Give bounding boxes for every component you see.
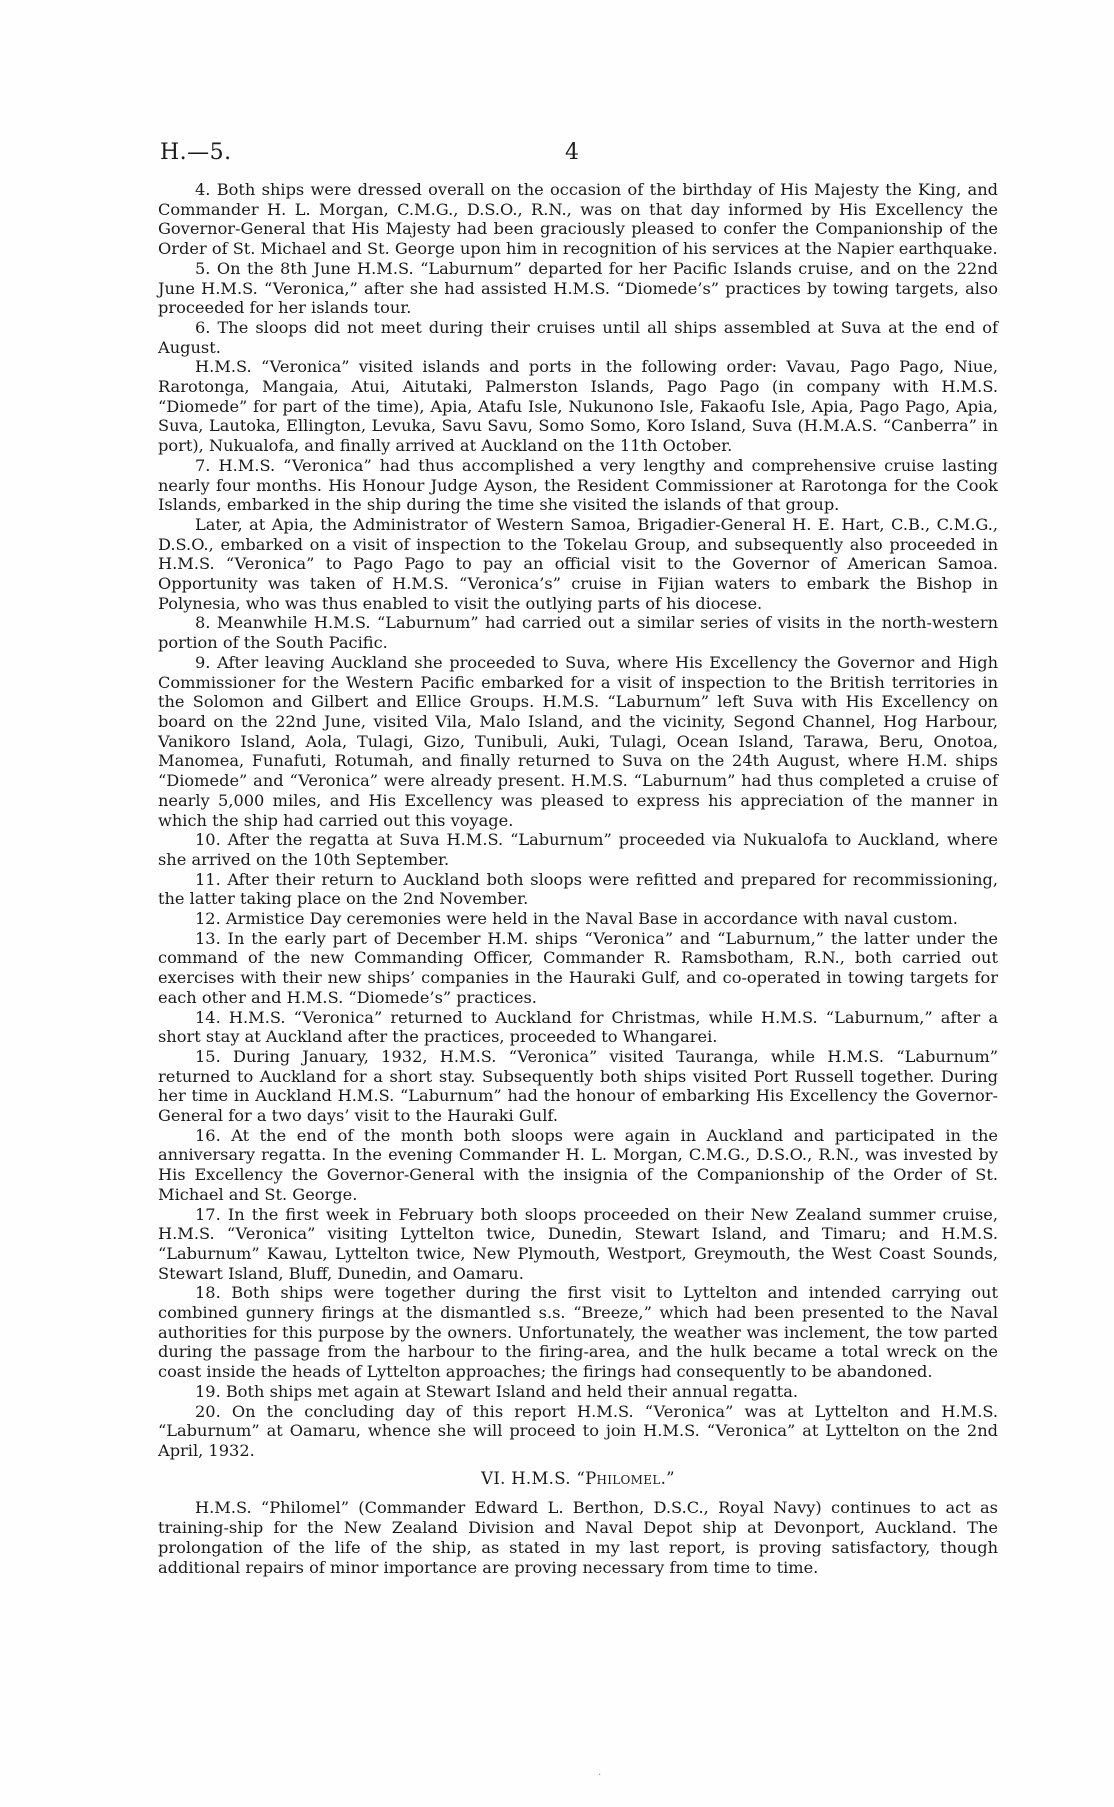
paragraph-apia-visit: Later, at Apia, the Administrator of Western Samoa, Brigadier-General H. E. Hart, C.B., C.M.G., D.S.O., embarked on a visit of inspection to the Tokelau Group, and subsequently also proceeded in H.M.S. “Veronica” to Pago Pago to pay an official visit to the Governor of American Samoa. Opportunity was taken of H.M.S. “Veronica’s” cruise in Fijian waters to embark the Bishop in Polynesia, who was thus enabled to visit the outlying parts of his diocese. bbox=[158, 514, 998, 613]
section-heading-prefix: VI. H.M.S. “ bbox=[481, 1468, 586, 1488]
page-number: 4 bbox=[565, 140, 579, 165]
section-heading-suffix: .” bbox=[660, 1468, 675, 1488]
paragraph-13: 13. In the early part of December H.M. ships “Veronica” and “Laburnum,” the latter under the command of the new Commanding Officer, Commander R. Ramsbotham, R.N., both carried out exercises with their new ships’ companies in the Hauraki Gulf, and co-operated in towing targets for each other and H.M.S. “Diomede’s” practices. bbox=[158, 928, 998, 1007]
paragraph-9: 9. After leaving Auckland she proceeded to Suva, where His Excellency the Governor and High Commissioner for the Western Pacific embarked for a visit of inspection to the British territories in the Solomon and Gilbert and Ellice Groups. H.M.S. “Laburnum” left Suva with His Excellency on board on the 22nd June, visited Vila, Malo Island, and the vicinity, Segond Channel, Hog Harbour, Vanikoro Island, Aola, Tulagi, Gizo, Tunibuli, Auki, Tulagi, Ocean Island, Tarawa, Beru, Onotoa, Manomea, Funafuti, Rotumah, and finally returned to Suva on the 24th August, where H.M. ships “Diomede” and “Veronica” were already present. H.M.S. “Laburnum” had thus completed a cruise of nearly 5,000 miles, and His Excellency was pleased to express his appreciation of the manner in which the ship had carried out this voyage. bbox=[158, 652, 998, 830]
document-body bbox=[158, 180, 998, 1577]
paragraph-11: 11. After their return to Auckland both sloops were refitted and prepared for recommissioning, the latter taking place on the 2nd November. bbox=[158, 869, 998, 909]
paragraph-8: 8. Meanwhile H.M.S. “Laburnum” had carried out a similar series of visits in the north-western portion of the South Pacific. bbox=[158, 613, 998, 653]
paragraph-16: 16. At the end of the month both sloops were again in Auckland and participated in the anniversary regatta. In the evening Commander H. L. Morgan, C.M.G., D.S.O., R.N., was invested by His Excellency the Governor-General with the insignia of the Companionship of the Order of St. Michael and St. George. bbox=[158, 1125, 998, 1204]
document-reference: H.—5. bbox=[160, 140, 232, 165]
paragraph-6: 6. The sloops did not meet during their cruises until all ships assembled at Suva at the end of August. bbox=[158, 317, 998, 357]
scan-dot-mark: · bbox=[598, 1770, 602, 1781]
paragraph-15: 15. During January, 1932, H.M.S. “Veronica” visited Tauranga, while H.M.S. “Laburnum” returned to Auckland for a short stay. Subsequently both ships visited Port Russell together. During her time in Auckland H.M.S. “Laburnum” had the honour of embarking His Excellency the Governor-General for a two days’ visit to the Hauraki Gulf. bbox=[158, 1046, 998, 1126]
paragraph-17: 17. In the first week in February both sloops proceeded on their New Zealand summer cruise, H.M.S. “Veronica” visiting Lyttelton twice, Dunedin, Stewart Island, and Timaru; and H.M.S. “Laburnum” Kawau, Lyttelton twice, New Plymouth, Westport, Greymouth, the West Coast Sounds, Stewart Island, Bluff, Dunedin, and Oamaru. bbox=[158, 1204, 998, 1283]
paragraph-10: 10. After the regatta at Suva H.M.S. “Laburnum” proceeded via Nukualofa to Auckland, where she arrived on the 10th September. bbox=[158, 830, 998, 869]
paragraph-7: 7. H.M.S. “Veronica” had thus accomplished a very lengthy and comprehensive cruise lasting nearly four months. His Honour Judge Ayson, the Resident Commissioner at Rarotonga for the Cook Islands, embarked in the ship during the time she visited the islands of that group. bbox=[158, 455, 998, 515]
paragraph-19: 19. Both ships met again at Stewart Island and held their annual regatta. bbox=[195, 1381, 799, 1401]
page-header bbox=[160, 140, 998, 172]
paragraph-philomel: H.M.S. “Philomel” (Commander Edward L. Berthon, D.S.C., Royal Navy) continues to act as training-ship for the New Zealand Division and Naval Depot ship at Devonport, Auckland. The prolongation of the life of the ship, as stated in my last report, is proving satisfactory, though additional repairs of minor importance are proving necessary from time to time. bbox=[158, 1498, 998, 1577]
paragraph-18: 18. Both ships were together during the first visit to Lyttelton and intended carrying out combined gunnery firings at the dismantled s.s. “Breeze,” which had been presented to the Naval authorities for this purpose by the owners. Unfortunately, the weather was inclement, the tow parted during the passage from the harbour to the firing-area, and the hulk became a total wreck on the coast inside the heads of Lyttelton approaches; the firings had consequently to be abandoned. bbox=[158, 1283, 998, 1382]
section-heading bbox=[158, 1469, 998, 1489]
paragraph-14: 14. H.M.S. “Veronica” returned to Auckland for Christmas, while H.M.S. “Laburnum,” after a short stay at Auckland after the practices, proceeded to Whangarei. bbox=[158, 1007, 998, 1047]
paragraph-veronica-itinerary: H.M.S. “Veronica” visited islands and ports in the following order: Vavau, Pago Pago, Niue, Rarotonga, Mangaia, Atui, Aitutaki, Palmerston Islands, Pago Pago (in company with H.M.S. “Diomede” for part of the time), Apia, Atafu Isle, Nukunono Isle, Fakaofu Isle, Apia, Pago Pago, Apia, Suva, Lautoka, Ellington, Levuka, Savu Savu, Somo Somo, Koro Island, Suva (H.M.A.S. “Canberra” in port), Nukualofa, and finally arrived at Auckland on the 11th October. bbox=[158, 357, 998, 456]
paragraph-12: 12. Armistice Day ceremonies were held in the Naval Base in accordance with naval custom. bbox=[195, 909, 958, 929]
paragraph-4: 4. Both ships were dressed overall on the occasion of the birthday of His Majesty the King, and Commander H. L. Morgan, C.M.G., D.S.O., R.N., was on that day informed by His Excellency the Governor-General that His Majesty had been graciously pleased to confer the Companionship of the Order of St. Michael and St. George upon him in recognition of his services at the Napier earthquake. bbox=[158, 180, 998, 259]
paragraph-20: 20. On the concluding day of this report H.M.S. “Veronica” was at Lyttelton and H.M.S. “Laburnum” at Oamaru, whence she will proceed to join H.M.S. “Veronica” at Lyttelton on the 2nd April, 1932. bbox=[158, 1401, 998, 1460]
section-heading-name: Philomel bbox=[585, 1468, 661, 1488]
paragraph-5: 5. On the 8th June H.M.S. “Laburnum” departed for her Pacific Islands cruise, and on the 22nd June H.M.S. “Veronica,” after she had assisted H.M.S. “Diomede’s” practices by towing targets, also proceeded for her islands tour. bbox=[158, 258, 998, 318]
